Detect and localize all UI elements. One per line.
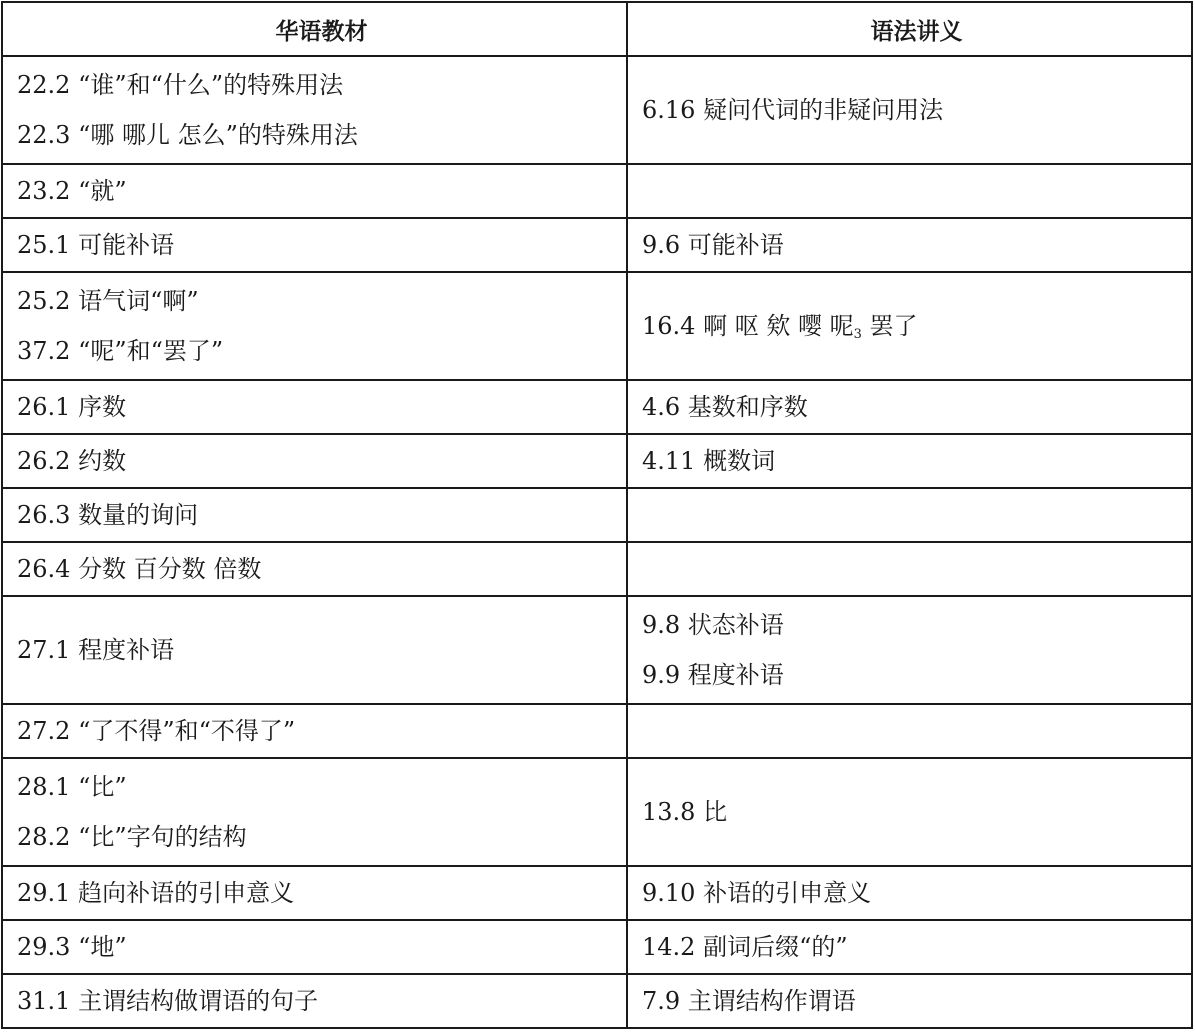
grammar-entry: 4.6 基数和序数 — [642, 393, 808, 421]
grammar-cell — [627, 866, 1192, 920]
textbook-entry: 22.3 “哪 哪儿 怎么”的特殊用法 — [17, 121, 358, 149]
table-row — [2, 488, 1192, 542]
table-row — [2, 704, 1192, 758]
grammar-cell — [627, 434, 1192, 488]
textbook-entry: 26.1 序数 — [17, 393, 127, 421]
textbook-cell — [2, 164, 627, 218]
grammar-cell — [627, 56, 1192, 164]
textbook-entry: 26.3 数量的询问 — [17, 501, 199, 529]
table-row — [2, 164, 1192, 218]
grammar-entry: 9.9 程度补语 — [642, 661, 784, 689]
textbook-entry: 28.1 “比” — [17, 773, 127, 801]
textbook-entry: 26.4 分数 百分数 倍数 — [17, 555, 262, 583]
textbook-entry: 26.2 约数 — [17, 447, 127, 475]
textbook-cell — [2, 272, 627, 380]
textbook-entry: 29.3 “地” — [17, 933, 127, 961]
grammar-entry — [642, 312, 1191, 342]
textbook-entry: 22.2 “谁”和“什么”的特殊用法 — [17, 71, 344, 99]
textbook-cell — [2, 542, 627, 596]
textbook-cell — [2, 596, 627, 704]
textbook-cell — [2, 920, 627, 974]
grammar-cell — [627, 488, 1192, 542]
textbook-entry: 28.2 “比”字句的结构 — [17, 823, 247, 851]
grammar-entry: 4.11 概数词 — [642, 447, 776, 475]
grammar-cell — [627, 272, 1192, 380]
textbook-entry: 23.2 “就” — [17, 177, 127, 205]
grammar-cell — [627, 974, 1192, 1028]
table-row — [2, 758, 1192, 866]
textbook-entry: 31.1 主谓结构做谓语的句子 — [17, 987, 319, 1015]
grammar-cell — [627, 218, 1192, 272]
table-row — [2, 596, 1192, 704]
grammar-cell — [627, 758, 1192, 866]
grammar-cell — [627, 920, 1192, 974]
textbook-entry: 25.1 可能补语 — [17, 231, 175, 259]
header-row — [2, 2, 1192, 56]
grammar-entry: 9.6 可能补语 — [642, 231, 784, 259]
table-row — [2, 272, 1192, 380]
table-row — [2, 434, 1192, 488]
textbook-cell — [2, 434, 627, 488]
textbook-cell — [2, 380, 627, 434]
grammar-cell — [627, 596, 1192, 704]
header-grammar-notes: 语法讲义 — [627, 2, 1192, 56]
grammar-cell — [627, 380, 1192, 434]
textbook-entry: 25.2 语气词“啊” — [17, 287, 199, 315]
grammar-mapping-table — [1, 1, 1193, 1029]
table-row — [2, 542, 1192, 596]
table-row — [2, 920, 1192, 974]
textbook-entry: 29.1 趋向补语的引申意义 — [17, 879, 295, 907]
table-row — [2, 218, 1192, 272]
textbook-cell — [2, 974, 627, 1028]
grammar-entry: 14.2 副词后缀“的” — [642, 933, 848, 961]
table-row — [2, 974, 1192, 1028]
grammar-entry: 9.8 状态补语 — [642, 611, 784, 639]
textbook-cell — [2, 704, 627, 758]
textbook-entry: 37.2 “呢”和“罢了” — [17, 337, 224, 365]
textbook-cell — [2, 758, 627, 866]
textbook-cell — [2, 56, 627, 164]
grammar-entry: 13.8 比 — [642, 798, 728, 826]
textbook-cell — [2, 488, 627, 542]
grammar-cell — [627, 542, 1192, 596]
textbook-cell — [2, 218, 627, 272]
grammar-entry: 6.16 疑问代词的非疑问用法 — [642, 96, 944, 124]
table-row — [2, 380, 1192, 434]
grammar-entry: 9.10 补语的引申意义 — [642, 879, 872, 907]
grammar-entry-tail: 罢了 — [861, 312, 918, 340]
grammar-cell — [627, 704, 1192, 758]
textbook-entry: 27.2 “了不得”和“不得了” — [17, 717, 296, 745]
header-textbook: 华语教材 — [2, 2, 627, 56]
grammar-entry-main: 16.4 啊 呕 欸 嘤 呢 — [642, 312, 854, 340]
table-row — [2, 866, 1192, 920]
table-row — [2, 56, 1192, 164]
subscript-index: 3 — [853, 327, 862, 342]
grammar-entry: 7.9 主谓结构作谓语 — [642, 987, 856, 1015]
textbook-cell — [2, 866, 627, 920]
grammar-cell — [627, 164, 1192, 218]
textbook-entry: 27.1 程度补语 — [17, 636, 175, 664]
